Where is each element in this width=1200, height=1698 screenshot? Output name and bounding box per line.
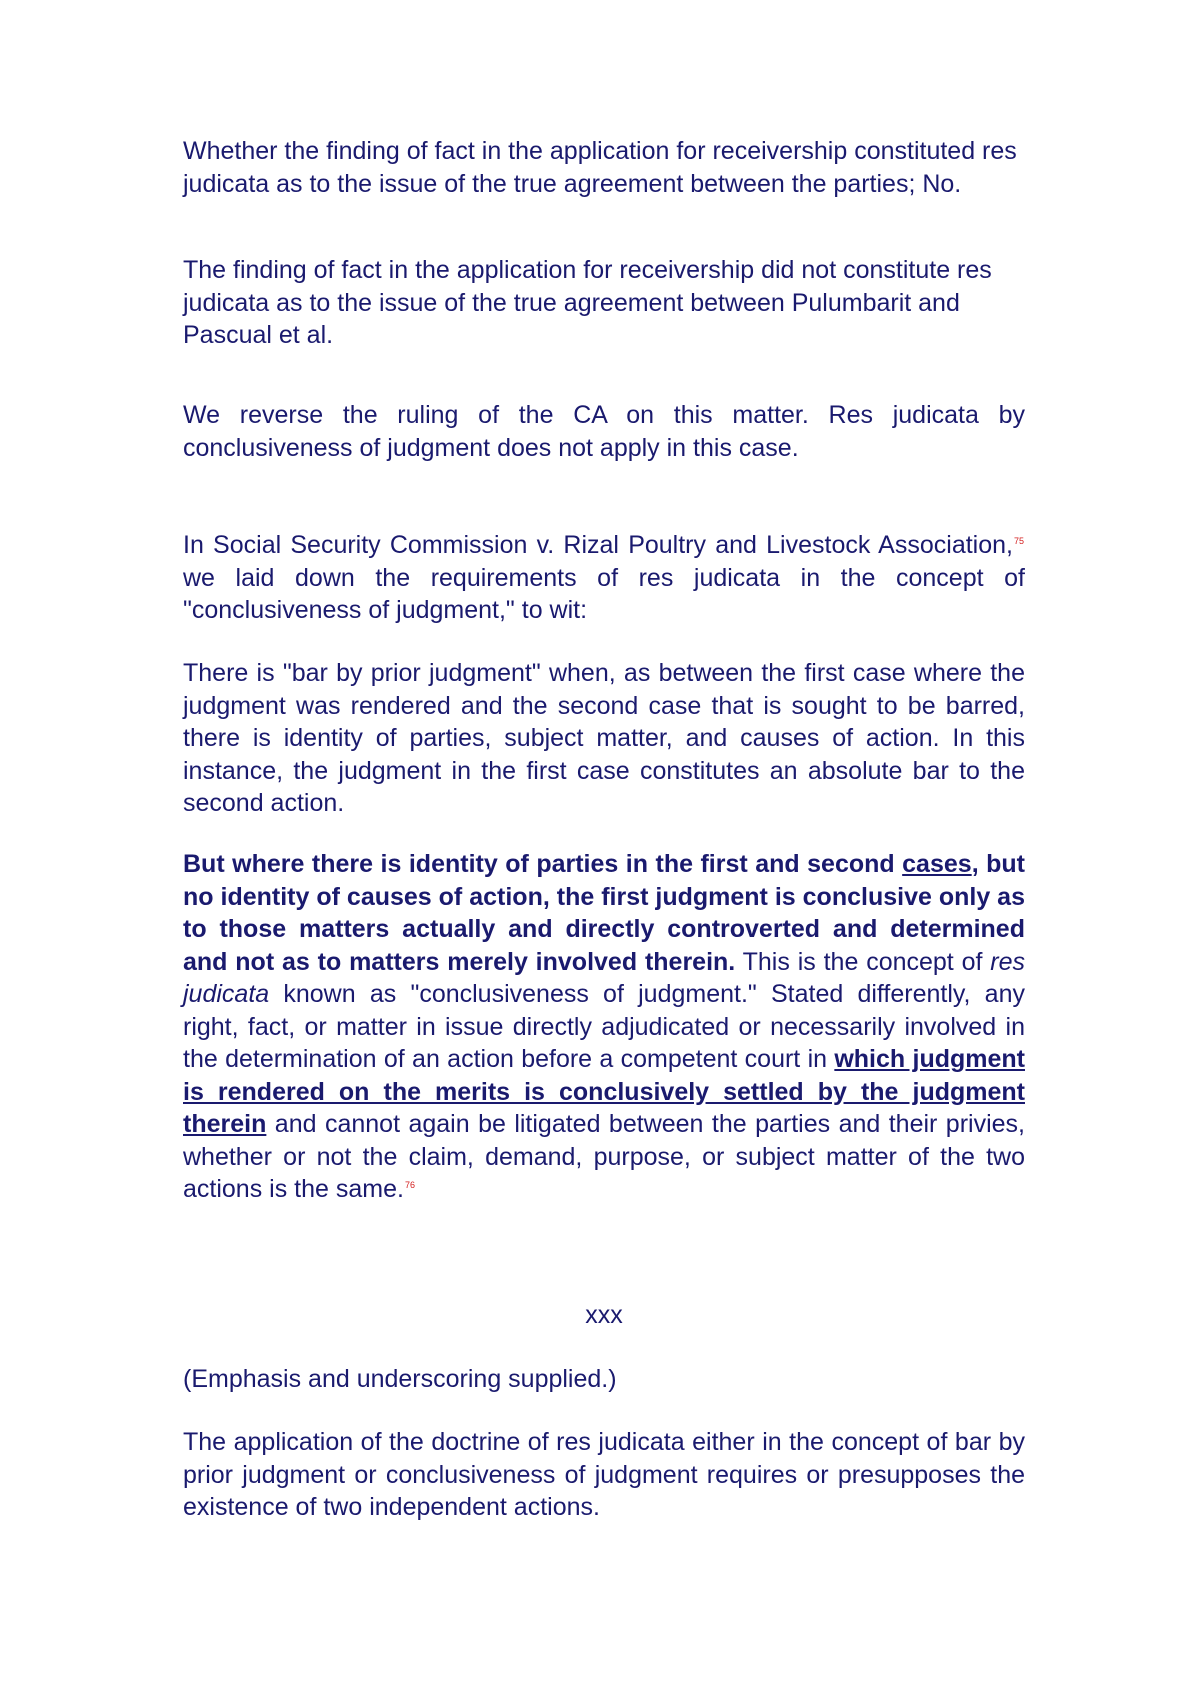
footnote-marker-76[interactable]: 76	[404, 1179, 415, 1190]
quote-plain-text-3: and cannot again be litigated between the parties and their privies, whether or not the claim, demand, purpose, or subject matter of the two actions is the same.	[183, 1110, 1025, 1203]
closing-paragraph: The application of the doctrine of res judicata either in the concept of bar by prior judgment or conclusiveness of judgment requires or presupposes the existence of two independent actions.	[183, 1428, 1025, 1521]
quote-plain-text-2: known as "conclusiveness of judgment." Stated differently, any right, fact, or matter in issue directly adjudicated or necessarily involved in the determination of an action before a competent court in	[183, 980, 1025, 1073]
emphasis-note: (Emphasis and underscoring supplied.)	[183, 1365, 617, 1393]
quote-italic-res-judicata: res judicata	[183, 947, 1026, 1008]
issue-paragraph: Whether the finding of fact in the application for receivership constituted res judicata as to the issue of the true agreement between the parties; No.	[183, 137, 1017, 198]
quote-plain-text-1: This is the concept of	[735, 947, 991, 976]
quote-bold-text-2: , but no identity of causes of action, the first judgment is conclusive only as to those matters actually and directly controverted and determined and not as to matters merely involved therein.	[183, 850, 1025, 976]
answer-paragraph: The finding of fact in the application for receivership did not constitute res judicata as to the issue of the true agreement between Pulumbarit and Pascual et al.	[183, 256, 992, 349]
citation-text-after: we laid down the requirements of res judicata in the concept of "conclusiveness of judgment," to wit:	[183, 563, 1025, 624]
quote-underlined-cases: cases	[902, 850, 972, 878]
quote-bar-by-prior-judgment: There is "bar by prior judgment" when, as between the first case where the judgment was rendered and the second case that is sought to be barred, there is identity of parties, subject matter, and causes of action. In this instance, the judgment in the first case constitutes an absolute bar to the second action.	[183, 659, 1025, 817]
footnote-marker-75[interactable]: 75	[1013, 535, 1024, 546]
citation-text-before: In Social Security Commission v. Rizal Poultry and Livestock Association,	[183, 531, 1013, 559]
citation-paragraph	[183, 529, 1025, 627]
quote-conclusiveness-of-judgment	[183, 848, 1025, 1206]
quote-underlined-merits: which judgment is rendered on the merits is conclusively settled by the judgment therein	[183, 1045, 1025, 1138]
separator: xxx	[585, 1301, 623, 1329]
ruling-paragraph: We reverse the ruling of the CA on this matter. Res judicata by conclusiveness of judgment does not apply in this case.	[183, 401, 1025, 462]
quote-bold-text-1: But where there is identity of parties in the first and second	[183, 850, 903, 878]
